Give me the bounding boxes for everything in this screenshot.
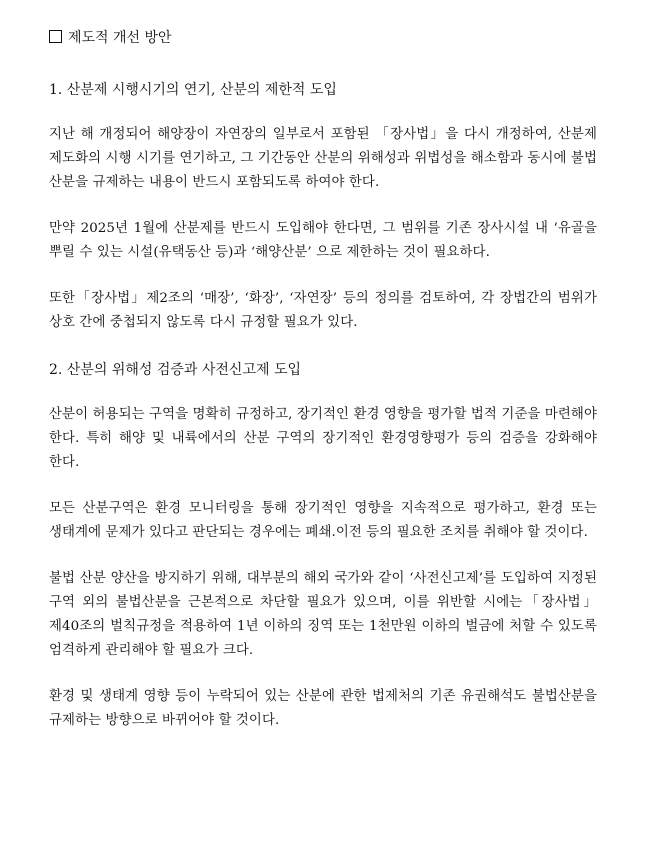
section-title-text: 제도적 개선 방안 — [68, 30, 172, 46]
section-title — [49, 28, 597, 48]
item-1-paragraph-3: 또한「장사법」제2조의 ‘매장’, ‘화장’, ‘자연장’ 등의 정의를 검토하여, 각 장법간의 범위가 상호 간에 중첩되지 않도록 다시 규정할 필요가 있다. — [49, 291, 597, 330]
item-2-paragraph-3: 불법 산분 양산을 방지하기 위해, 대부분의 해외 국가와 같이 ‘사전신고제’를 도입하여 지정된 구역 외의 불법산분을 근본적으로 차단할 필요가 있으며, 이를 위반할 시에는「장사법」제40조의 벌칙규정을 적용하여 1년 이하의 징역 또는 1천만원 이하의 벌금에 처할 수 있도록 엄격하게 관리해야 할 필요가 크다. — [49, 571, 597, 658]
item-2-paragraph-4: 환경 및 생태계 영향 등이 누락되어 있는 산분에 관한 법제처의 기존 유권해석도 불법산분을 규제하는 방향으로 바뀌어야 할 것이다. — [49, 689, 597, 728]
item-2-paragraph-2: 모든 산분구역은 환경 모니터링을 통해 장기적인 영향을 지속적으로 평가하고, 환경 또는 생태계에 문제가 있다고 판단되는 경우에는 폐쇄.이전 등의 필요한 조치를 취해야 할 것이다. — [49, 501, 597, 540]
item-1-paragraph-2: 만약 2025년 1월에 산분제를 반드시 도입해야 한다면, 그 범위를 기존 장사시설 내 ‘유골을 뿌릴 수 있는 시설(유택동산 등)과 ‘해양산분’ 으로 제한하는 것이 필요하다. — [49, 221, 597, 260]
item-2-paragraph-1: 산분이 허용되는 구역을 명확히 규정하고, 장기적인 환경 영향을 평가할 법적 기준을 마련해야 한다. 특히 해양 및 내륙에서의 산분 구역의 장기적인 환경영향평가 등의 검증을 강화해야 한다. — [49, 407, 597, 470]
item-1-paragraph-1: 지난 해 개정되어 해양장이 자연장의 일부로서 포함된 「장사법」을 다시 개정하여, 산분제 제도화의 시행 시기를 연기하고, 그 기간동안 산분의 위해성과 위법성을 해소함과 동시에 불법 산분을 규제하는 내용이 반드시 포함되도록 하여야 한다. — [49, 127, 597, 190]
checkbox-square-icon — [49, 30, 62, 43]
item-2-heading: 2. 산분의 위해성 검증과 사전신고제 도입 — [49, 362, 301, 378]
item-1-heading: 1. 산분제 시행시기의 연기, 산분의 제한적 도입 — [49, 82, 337, 98]
document-page — [49, 28, 597, 733]
